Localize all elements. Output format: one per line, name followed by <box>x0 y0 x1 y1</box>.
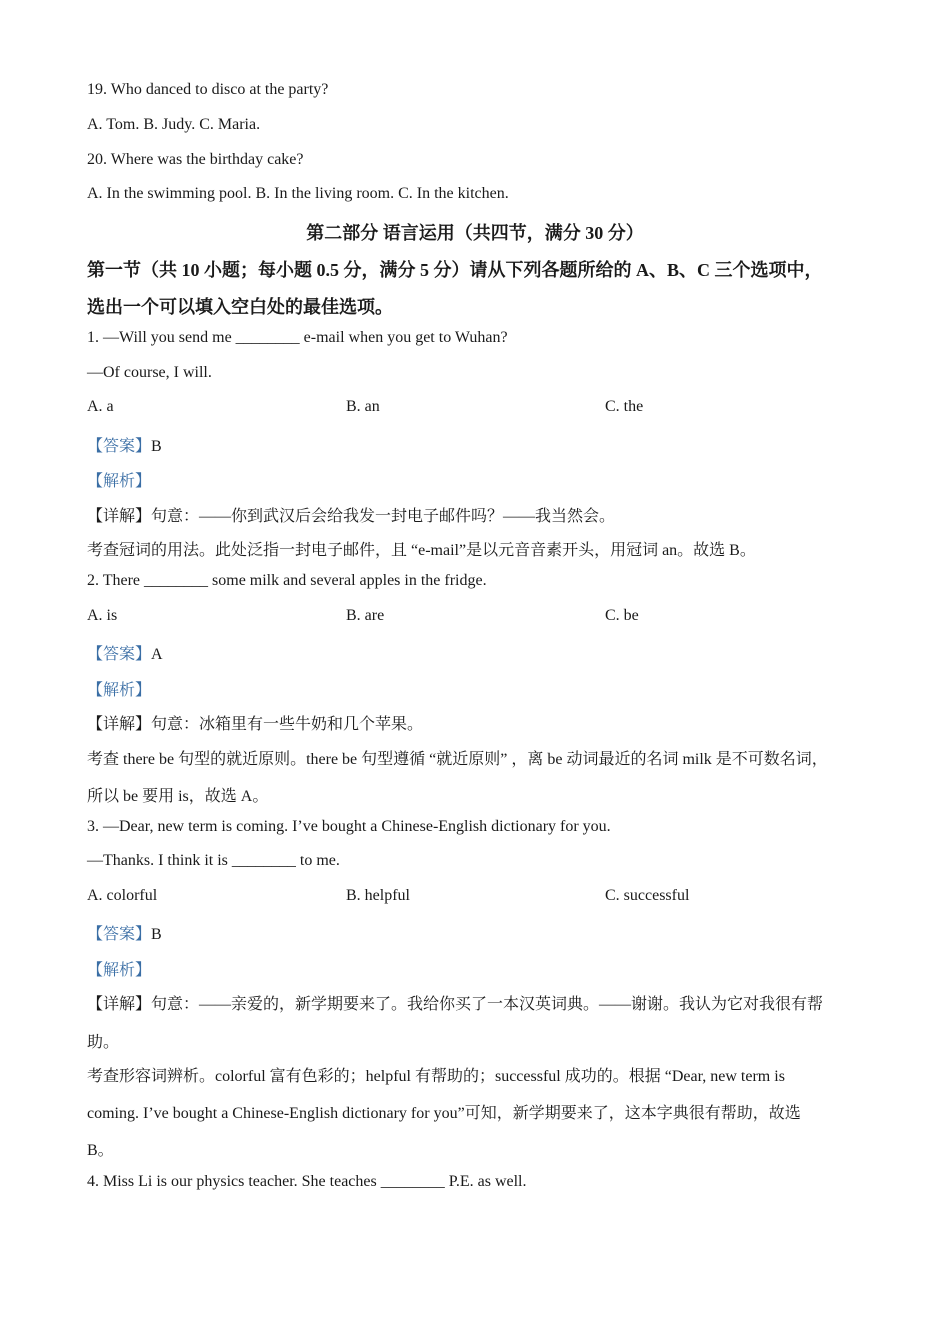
answer-label: 【答案】 <box>87 926 152 943</box>
q3-detail-2: 助。 <box>87 1034 120 1051</box>
q4-stem: 4. Miss Li is our physics teacher. She teaches ________ P.E. as well. <box>87 1173 527 1190</box>
q3-option-a: A. colorful <box>87 887 158 904</box>
answer-label: 【答案】 <box>87 646 152 663</box>
q2-analysis-label: 【解析】 <box>87 682 152 699</box>
q1-detail-1: 【详解】句意：——你到武汉后会给我发一封电子邮件吗？——我当然会。 <box>87 508 616 525</box>
q2-option-b: B. are <box>346 607 385 624</box>
answer-value: A <box>151 646 163 663</box>
q3-answer <box>87 921 162 944</box>
q3-detail-4: coming. I’ve bought a Chinese-English dictionary for you”可知，新学期要来了，这本字典很有帮助，故选 <box>87 1105 801 1122</box>
q2-answer <box>87 641 163 664</box>
q3-option-c: C. successful <box>605 887 690 904</box>
q3-detail-3: 考查形容词辨析。colorful 富有色彩的；helpful 有帮助的；successful 成功的。根据 “Dear, new term is <box>87 1068 785 1085</box>
q2-detail-3: 所以 be 要用 is，故选 A。 <box>87 788 269 805</box>
q1-answer <box>87 433 162 456</box>
q1-option-b: B. an <box>346 398 380 415</box>
q3-detail-1: 【详解】句意：——亲爱的，新学期要来了。我给你买了一本汉英词典。——谢谢。我认为它对我很有帮 <box>87 996 824 1013</box>
q1-option-c: C. the <box>605 398 644 415</box>
q2-detail-1: 【详解】句意：冰箱里有一些牛奶和几个苹果。 <box>87 716 424 733</box>
part2-heading: 第二部分 语言运用（共四节，满分 30 分） <box>306 223 644 243</box>
question-19: 19. Who danced to disco at the party? <box>87 81 329 98</box>
q1-stem: 1. —Will you send me ________ e-mail when you get to Wuhan? <box>87 329 508 346</box>
section1-intro-line1: 第一节（共 10 小题；每小题 0.5 分，满分 5 分）请从下列各题所给的 A、B、C 三个选项中， <box>87 260 823 280</box>
q2-stem: 2. There ________ some milk and several apples in the fridge. <box>87 572 487 589</box>
answer-label: 【答案】 <box>87 438 152 455</box>
q2-option-c: C. be <box>605 607 639 624</box>
q3-stem: 3. —Dear, new term is coming. I’ve bought a Chinese-English dictionary for you. <box>87 818 611 835</box>
q1-detail-2: 考查冠词的用法。此处泛指一封电子邮件，且 “e-mail”是以元音音素开头，用冠词 an。故选 B。 <box>87 542 756 559</box>
q2-detail-2: 考查 there be 句型的就近原则。there be 句型遵循 “就近原则” ，离 be 动词最近的名词 milk 是不可数名词， <box>87 751 828 768</box>
section1-intro-line2: 选出一个可以填入空白处的最佳选项。 <box>87 297 393 317</box>
answer-value: B <box>151 926 162 943</box>
q3-option-b: B. helpful <box>346 887 410 904</box>
q1-stem-reply: —Of course, I will. <box>87 364 212 381</box>
q3-analysis-label: 【解析】 <box>87 962 152 979</box>
q3-stem-reply: —Thanks. I think it is ________ to me. <box>87 852 340 869</box>
q3-detail-5: B。 <box>87 1142 114 1159</box>
q1-option-a: A. a <box>87 398 114 415</box>
answer-value: B <box>151 438 162 455</box>
q1-analysis-label: 【解析】 <box>87 473 152 490</box>
question-20-options: A. In the swimming pool. B. In the living room. C. In the kitchen. <box>87 185 509 202</box>
question-20: 20. Where was the birthday cake? <box>87 151 304 168</box>
q2-option-a: A. is <box>87 607 118 624</box>
question-19-options: A. Tom. B. Judy. C. Maria. <box>87 116 261 133</box>
